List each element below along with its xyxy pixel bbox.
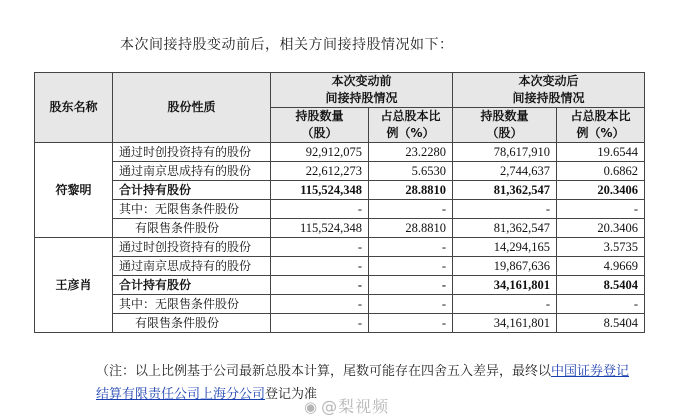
before-count: 22,612,273 (271, 162, 369, 181)
before-count: - (271, 200, 369, 219)
before-count: - (271, 314, 369, 333)
before-ratio: 5.6530 (369, 162, 453, 181)
header-before-ratio-line2: 例（%） (386, 126, 435, 140)
before-ratio: - (369, 238, 453, 257)
share-nature: 通过时创投资持有的股份 (113, 143, 271, 162)
before-count: - (271, 238, 369, 257)
share-nature: 有限售条件股份 (113, 314, 271, 333)
table-row (35, 238, 645, 257)
table-row (35, 143, 645, 162)
after-count: 2,744,637 (453, 162, 557, 181)
header-before-ratio-line1: 占总股本比 (380, 109, 441, 123)
share-nature: 通过南京思成持有的股份 (113, 162, 271, 181)
before-ratio: - (369, 200, 453, 219)
after-count: 14,294,165 (453, 238, 557, 257)
table-row-total (35, 276, 645, 295)
after-count: 19,867,636 (453, 257, 557, 276)
after-count: - (453, 200, 557, 219)
before-ratio: - (369, 314, 453, 333)
header-before-line1: 本次变动前 (331, 74, 392, 88)
before-ratio: 28.8810 (369, 219, 453, 238)
header-after-line2: 间接持股情况 (512, 91, 585, 105)
after-count: 78,617,910 (453, 143, 557, 162)
share-nature: 有限售条件股份 (113, 219, 271, 238)
after-count: 81,362,547 (453, 219, 557, 238)
watermark-text: @梨视频 (321, 397, 390, 416)
share-nature: 合计持有股份 (113, 181, 271, 200)
after-count: 34,161,801 (453, 276, 557, 295)
before-ratio: 28.8810 (369, 181, 453, 200)
header-after-ratio (557, 108, 645, 143)
after-ratio: 20.3406 (557, 181, 645, 200)
header-before-change (271, 73, 453, 108)
header-before-line2: 间接持股情况 (325, 91, 398, 105)
watermark (304, 394, 389, 417)
after-ratio: - (557, 295, 645, 314)
table-row (35, 314, 645, 333)
header-after-line1: 本次变动后 (518, 74, 579, 88)
after-ratio: - (557, 200, 645, 219)
before-ratio: - (369, 257, 453, 276)
before-count: - (271, 295, 369, 314)
after-ratio: 4.9669 (557, 257, 645, 276)
before-count: - (271, 257, 369, 276)
table-row (35, 162, 645, 181)
after-count: 81,362,547 (453, 181, 557, 200)
after-ratio: 8.5404 (557, 314, 645, 333)
before-count: 92,912,075 (271, 143, 369, 162)
footnote-prefix: （注：以上比例基于公司最新总股本计算，尾数可能存在四舍五入差异，最终以 (96, 364, 552, 379)
header-before-count-line2: （股） (301, 126, 338, 140)
header-before-count (271, 108, 369, 143)
shareholder-name: 王彦肖 (35, 238, 113, 333)
footnote-link[interactable]: 中国证券登记结算有限责任公司上海分公司 (96, 364, 630, 402)
table-row (35, 295, 645, 314)
shareholder-name: 符黎明 (35, 143, 113, 238)
table-row (35, 257, 645, 276)
after-ratio: 20.3406 (557, 219, 645, 238)
table-row (35, 200, 645, 219)
after-ratio: 8.5404 (557, 276, 645, 295)
intro-text: 本次间接持股变动前后，相关方间接持股情况如下： (120, 37, 454, 53)
share-nature: 通过时创投资持有的股份 (113, 238, 271, 257)
before-ratio: 23.2280 (369, 143, 453, 162)
header-after-count-line2: （股） (486, 126, 523, 140)
after-count: 34,161,801 (453, 314, 557, 333)
header-before-ratio (369, 108, 453, 143)
after-ratio: 3.5735 (557, 238, 645, 257)
table-row-total (35, 181, 645, 200)
share-nature: 通过南京思成持有的股份 (113, 257, 271, 276)
after-count: - (453, 295, 557, 314)
header-share-nature: 股份性质 (113, 73, 271, 143)
header-before-count-line1: 持股数量 (295, 109, 344, 123)
header-after-change (453, 73, 645, 108)
after-ratio: 0.6862 (557, 162, 645, 181)
header-after-ratio-line1: 占总股本比 (570, 109, 631, 123)
header-after-count-line1: 持股数量 (480, 109, 529, 123)
shareholding-table (34, 72, 645, 333)
weibo-icon: ◉ (304, 398, 319, 416)
before-count: 115,524,348 (271, 219, 369, 238)
header-after-ratio-line2: 例（%） (576, 126, 625, 140)
before-ratio: - (369, 295, 453, 314)
table-row (35, 219, 645, 238)
footnote-suffix: 登记为准 (265, 387, 318, 402)
share-nature: 合计持有股份 (113, 276, 271, 295)
share-nature: 其中：无限售条件股份 (113, 295, 271, 314)
share-nature: 其中：无限售条件股份 (113, 200, 271, 219)
header-shareholder-name: 股东名称 (35, 73, 113, 143)
after-ratio: 19.6544 (557, 143, 645, 162)
before-count: 115,524,348 (271, 181, 369, 200)
before-ratio: - (369, 276, 453, 295)
before-count: - (271, 276, 369, 295)
header-after-count (453, 108, 557, 143)
